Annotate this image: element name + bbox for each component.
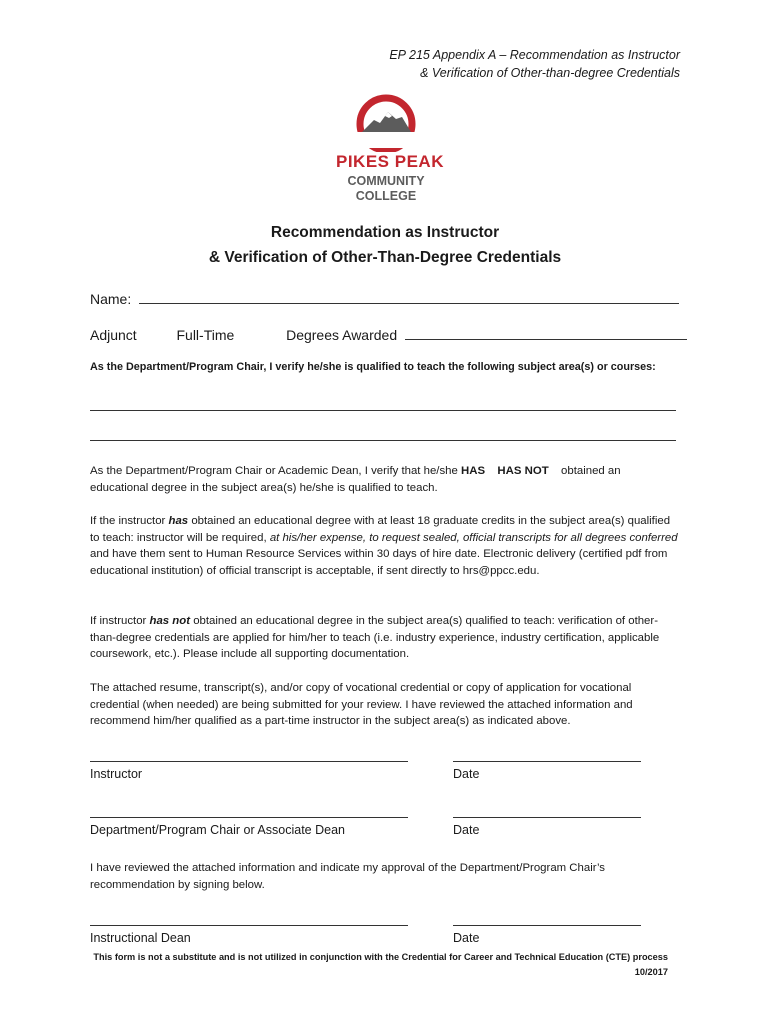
instructor-signature-line[interactable] — [90, 761, 408, 762]
form-title-line-1: Recommendation as Instructor — [270, 224, 500, 241]
dean-label: Instructional Dean — [90, 931, 191, 945]
chair-label: Department/Program Chair or Associate Dean — [90, 823, 345, 837]
dean-date-line[interactable] — [453, 925, 641, 926]
has-degree-text-3: and have them sent to Human Resource Services within 30 days of hire date. Electronic delivery (certified pdf from educational institution) of official transcript is acceptable, if sent directly to hrs@ppcc.edu. — [90, 548, 668, 578]
no-degree-text-2: obtained an educational degree in the subject area(s) qualified to teach: verification of other-than-degree credentials are applied for him/her to teach (i.e. industry experience, industry certification, applicable coursework, etc.). Please include all supporting documentation. — [90, 615, 660, 661]
logo-text-pikes-peak: PIKES PEAK — [336, 152, 444, 171]
name-label: Name: — [90, 291, 132, 307]
subject-area-line-2[interactable] — [90, 440, 676, 441]
dean-approval-paragraph: I have reviewed the attached information and indicate my approval of the Department/Program Chair’s recommendation by signing below. — [90, 862, 605, 891]
form-title-line-2: & Verification of Other-Than-Degree Credentials — [208, 249, 562, 266]
form-version-date: 10/2017 — [634, 967, 668, 977]
chair-date-label: Date — [453, 823, 480, 837]
dean-signature-line[interactable] — [90, 925, 408, 926]
has-degree-text-2: obtained an educational degree with at least 18 graduate credits in the subject area(s) qualified to teach: instructor will be required, — [90, 515, 671, 544]
subject-area-line-1[interactable] — [90, 410, 676, 411]
position-row — [90, 325, 687, 343]
logo-text-college: COLLEGE — [355, 189, 417, 203]
has-degree-emphasis: has — [168, 515, 189, 527]
degrees-awarded-field[interactable] — [405, 325, 687, 340]
adjunct-option[interactable]: Adjunct — [90, 327, 137, 343]
verify-degree-paragraph — [90, 463, 680, 496]
reference-line-2: & Verification of Other-than-degree Credentials — [420, 66, 680, 80]
no-degree-text-1: If instructor — [90, 615, 147, 627]
no-degree-paragraph — [90, 613, 680, 663]
has-not-option[interactable]: HAS NOT — [497, 465, 549, 477]
chair-signature-line[interactable] — [90, 817, 408, 818]
mountain-emblem-icon — [336, 92, 436, 152]
name-field[interactable] — [139, 289, 679, 304]
has-degree-transcript-requirement: at his/her expense, to request sealed, official transcripts for all degrees conferred — [269, 531, 678, 544]
footer-disclaimer: This form is not a substitute and is not utilized in conjunction with the Credential for Career and Technical Education (CTE) process — [93, 952, 668, 962]
verify-suffix: obtained an — [561, 465, 621, 477]
college-logo — [336, 92, 444, 204]
verify-line-2: educational degree in the subject area(s) he/she is qualified to teach. — [90, 481, 438, 494]
document-reference — [260, 46, 680, 82]
instructor-label: Instructor — [90, 767, 143, 781]
instructor-date-line[interactable] — [453, 761, 641, 762]
no-degree-emphasis: has not — [149, 615, 191, 627]
fulltime-option[interactable]: Full-Time — [176, 327, 235, 343]
reference-line-1: EP 215 Appendix A – Recommendation as Instructor — [389, 48, 680, 62]
logo-text-community: COMMUNITY — [347, 174, 425, 188]
has-option[interactable]: HAS — [461, 465, 486, 477]
degrees-awarded-label: Degrees Awarded — [286, 327, 398, 343]
instructor-date-label: Date — [453, 767, 480, 781]
chair-statement: As the Department/Program Chair, I verify he/she is qualified to teach the following subject area(s) or courses: — [90, 361, 656, 373]
chair-date-line[interactable] — [453, 817, 641, 818]
name-row — [90, 289, 679, 307]
verify-prefix: As the Department/Program Chair or Academic Dean, I verify that he/she — [90, 465, 458, 477]
dean-date-label: Date — [453, 931, 480, 945]
has-degree-paragraph — [90, 513, 680, 580]
has-degree-text-1: If the instructor — [90, 515, 166, 527]
attached-documents-paragraph: The attached resume, transcript(s), and/or copy of vocational credential or copy of application for vocational credential (when needed) are being submitted for your review. I have reviewed the attached information and recommend him/her qualified as a part-time instructor in the subject area(s) as indicated above. — [90, 682, 633, 728]
